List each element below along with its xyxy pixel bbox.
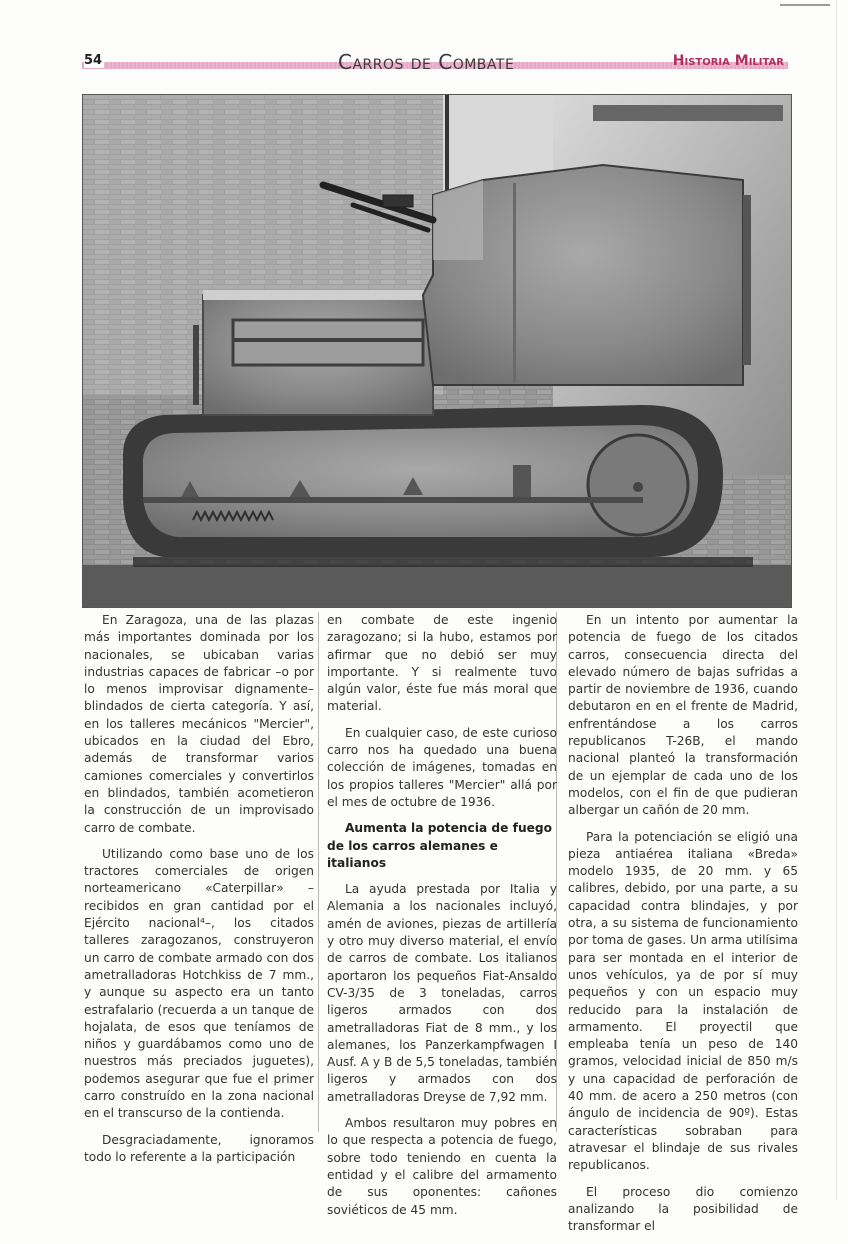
page-number: 54	[84, 53, 103, 68]
paragraph: El proceso dio comienzo analizando la posibilidad de transformar el	[568, 1184, 798, 1234]
article-column-2	[327, 612, 557, 1228]
paragraph: Utilizando como base uno de los tractores comerciales de origen norteamericano «Caterpillar» –recibidos en gran cantidad por el Ejército nacional⁴–, los citados talleres zaragozanos, construyeron un carro de combate armado con dos ametralladoras Hotchkiss de 7 mm., y aunque su aspecto era un tanto estrafalario (recuerda a un tanque de hojalata, de esos que teníamos de niños y guardábamos como uno de nuestros más preciados juguetes), podemos asegurar que fue el primer carro construído en la zona nacional en el transcurso de la contienda.	[84, 846, 314, 1121]
paragraph: en combate de este ingenio zaragozano; si la hubo, estamos por afirmar que no debió ser muy importante. Y si realmente tuvo algún valor, éste fue más moral que material.	[327, 613, 557, 714]
paragraph: En Zaragoza, una de las plazas más importantes dominada por los nacionales, se ubicaban varias industrias capaces de fabricar –o por lo menos improvisar dignamente– blindados de cierta categoría. Y así, en los talleres mecánicos "Mercier", ubicados en la ciudad del Ebro, además de transformar varios camiones comerciales y convertirlos en blindados, también acometieron la construcción de un improvisado carro de combate.	[84, 613, 314, 835]
magazine-name: Historia Militar	[672, 53, 784, 69]
scan-mark	[780, 4, 830, 6]
article-column-3	[568, 612, 798, 1244]
column-rule	[318, 612, 319, 1132]
paragraph: En cualquier caso, de este curioso carro nos ha quedado una buena colección de imágenes, tomadas en los propios talleres "Mercier" allá por el mes de octubre de 1936.	[327, 725, 557, 809]
article-column-1	[84, 612, 314, 1175]
section-title: Carros de Combate	[338, 50, 515, 74]
tank-photo	[82, 94, 792, 608]
paragraph: En un intento por aumentar la potencia de fuego de los citados carros, consecuencia directa del elevado número de bajas sufridas a partir de noviembre de 1936, cuando debutaron en en el frente de Madrid, enfrentándose a los carros republicanos T-26B, el mando nacional planteó la transformación de un ejemplar de cada uno de los modelos, con el fin de que pudieran albergar un cañón de 20 mm.	[568, 613, 798, 818]
running-header	[82, 50, 788, 74]
paragraph: Desgraciadamente, ignoramos todo lo referente a la participación	[84, 1132, 314, 1164]
section-subheading: Aumenta la potencia de fuego de los carros alemanes e italianos	[327, 821, 552, 870]
photo-image-icon	[83, 95, 791, 607]
page-edge	[836, 0, 837, 1200]
paragraph: Ambos resultaron muy pobres en lo que respecta a potencia de fuego, sobre todo teniendo en cuenta la entidad y el calibre del armamento de sus oponentes: cañones soviéticos de 45 mm.	[327, 1116, 557, 1217]
paragraph: La ayuda prestada por Italia y Alemania a los nacionales incluyó, amén de aviones, piezas de artillería y otro muy diverso material, el envío de carros de combate. Los italianos aportaron los pequeños Fiat-Ansaldo CV-3/35 de 3 toneladas, carros ligeros armados con dos ametralladoras Fiat de 8 mm., y los alemanes, los Panzerkampfwagen I Ausf. A y B de 5,5 toneladas, también ligeros y armados con dos ametralladoras Dreyse de 7,92 mm.	[327, 882, 557, 1104]
paragraph: Para la potenciación se eligió una pieza antiaérea italiana «Breda» modelo 1935, de 20 mm. y 65 calibres, debido, por una parte, a su capacidad contra blindajes, y por otra, a su sistema de funcionamiento por toma de gases. Un arma utilísima para ser montada en el interior de unos vehículos, ya de por sí muy pequeños y con un espacio muy reducido para la instalación de armamento. El proyectil que empleaba tenía un peso de 140 gramos, velocidad inicial de 850 m/s y una capacidad de perforación de 40 mm. de acero a 250 metros (con ángulo de incidencia de 90º). Estas características sobraban para atravesar el blindaje de sus rivales republicanos.	[568, 829, 798, 1173]
